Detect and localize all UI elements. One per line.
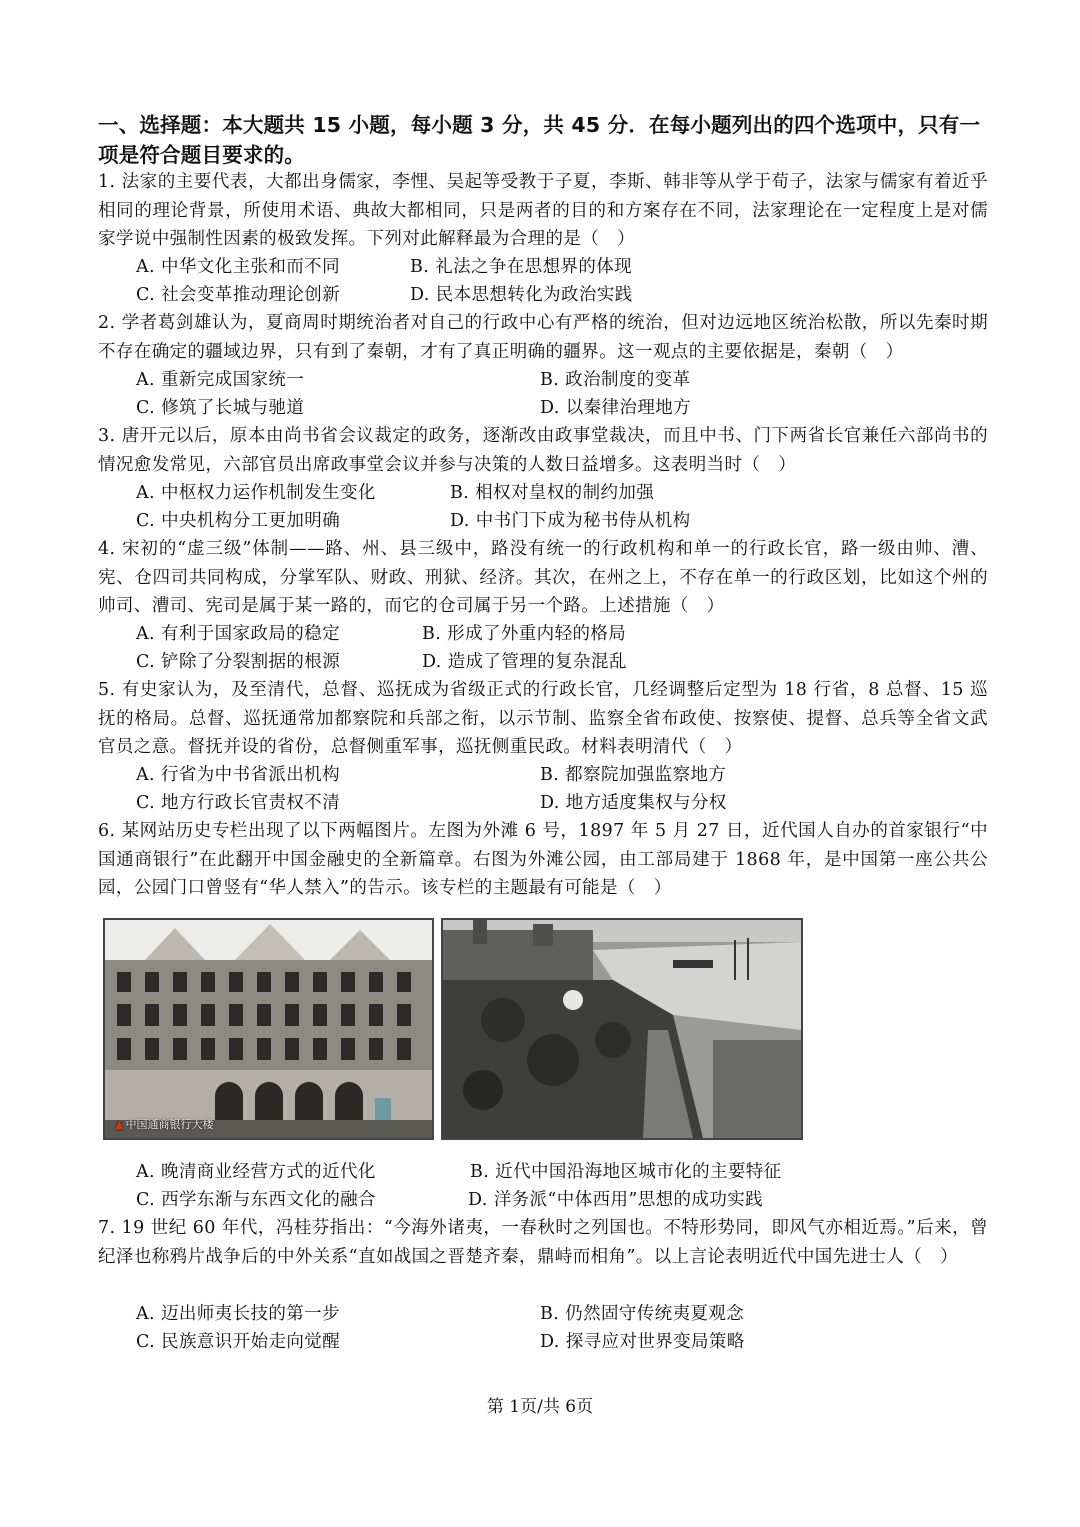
question-1-stem: 1. 法家的主要代表，大都出身儒家，李悝、吴起等受教于子夏，李斯、韩非等从学于荀子，法家与儒家有着近乎相同的理论背景，所使用术语、典故大都相同，只是两者的目的和方案存在不同，法家理论在一定程度上是对儒家学说中强制性因素的极致发挥。下列对此解释最为合理的是（ ）	[98, 172, 988, 249]
question-6-option-c[interactable]: C. 西学东渐与东西文化的融合	[136, 1190, 376, 1210]
question-6-stem: 6. 某网站历史专栏出现了以下两幅图片。左图为外滩 6 号，1897 年 5 月 27 日，近代国人自办的首家银行“中国通商银行”在此翻开中国金融史的全新篇章。右图为外滩公园，由工部局建于 1868 年，是中国第一座公共公园，公园门口曾竖有“华人禁入”的告示。该专栏的主题最有可能是（ ）	[98, 821, 988, 898]
section-heading: 一、选择题：本大题共 15 小题，每小题 3 分，共 45 分．在每小题列出的四个选项中，只有一项是符合题目要求的。	[98, 113, 981, 167]
question-6-option-a[interactable]: A. 晚清商业经营方式的近代化	[136, 1162, 376, 1182]
question-7-option-c[interactable]: C. 民族意识开始走向觉醒	[136, 1332, 341, 1352]
bank-building-illustration	[105, 920, 432, 1138]
bank-photo-caption: ▲ 中国通商银行大楼	[115, 1118, 214, 1131]
question-5-option-d[interactable]: D. 地方适度集权与分权	[540, 793, 727, 813]
question-3-option-b[interactable]: B. 相权对皇权的制约加强	[450, 483, 655, 503]
question-7-option-d[interactable]: D. 探寻应对世界变局策略	[540, 1332, 745, 1352]
question-2-option-b[interactable]: B. 政治制度的变革	[540, 370, 691, 390]
question-2-option-a[interactable]: A. 重新完成国家统一	[136, 370, 305, 390]
triangle-icon: ▲	[115, 1118, 124, 1131]
question-5-option-b[interactable]: B. 都察院加强监察地方	[540, 765, 727, 785]
question-1-option-d[interactable]: D. 民本思想转化为政治实践	[410, 285, 633, 305]
page-number-footer: 第 1页/共 6页	[486, 1397, 594, 1417]
question-1-option-c[interactable]: C. 社会变革推动理论创新	[136, 285, 341, 305]
question-5-stem: 5. 有史家认为，及至清代，总督、巡抚成为省级正式的行政长官，几经调整后定型为 18 行省，8 总督、15 巡抚的格局。总督、巡抚通常加都察院和兵部之衔，以示节制、监察全省布政使、按察使、提督、总兵等全省文武官员之意。督抚并设的省份，总督侧重军事，巡抚侧重民政。材料表明清代（ ）	[98, 680, 988, 757]
question-6-option-b[interactable]: B. 近代中国沿海地区城市化的主要特征	[470, 1162, 782, 1182]
question-1-option-b[interactable]: B. 礼法之争在思想界的体现	[410, 257, 633, 277]
question-3-option-a[interactable]: A. 中枢权力运作机制发生变化	[136, 483, 376, 503]
question-3-option-d[interactable]: D. 中书门下成为秘书侍从机构	[450, 511, 691, 531]
bund-park-photo	[441, 918, 803, 1140]
bank-building-photo	[103, 918, 434, 1140]
question-7-option-b[interactable]: B. 仍然固守传统夷夏观念	[540, 1304, 745, 1324]
question-3-option-c[interactable]: C. 中央机构分工更加明确	[136, 511, 341, 531]
question-4-option-a[interactable]: A. 有利于国家政局的稳定	[136, 624, 340, 644]
question-7-option-a[interactable]: A. 迈出师夷长技的第一步	[136, 1304, 340, 1324]
question-5-option-c[interactable]: C. 地方行政长官责权不清	[136, 793, 341, 813]
question-4-option-b[interactable]: B. 形成了外重内轻的格局	[422, 624, 627, 644]
question-5-option-a[interactable]: A. 行省为中书省派出机构	[136, 765, 340, 785]
question-3-stem: 3. 唐开元以后，原本由尚书省会议裁定的政务，逐渐改由政事堂裁决，而且中书、门下两省长官兼任六部尚书的情况愈发常见，六部官员出席政事堂会议并参与决策的人数日益增多。这表明当时（ ）	[98, 426, 988, 475]
bund-park-illustration	[443, 920, 801, 1138]
question-2-option-d[interactable]: D. 以秦律治理地方	[540, 398, 692, 418]
question-2-option-c[interactable]: C. 修筑了长城与驰道	[136, 398, 305, 418]
question-6-option-d[interactable]: D. 洋务派“中体西用”思想的成功实践	[468, 1190, 764, 1210]
question-4-stem: 4. 宋初的“虚三级”体制——路、州、县三级中，路没有统一的行政机构和单一的行政长官，路一级由帅、漕、宪、仓四司共同构成，分掌军队、财政、刑狱、经济。其次，在州之上，不存在单一的行政区划，比如这个州的帅司、漕司、宪司是属于某一路的，而它的仓司属于另一个路。上述措施（ ）	[98, 539, 988, 616]
question-4-option-d[interactable]: D. 造成了管理的复杂混乱	[422, 652, 627, 672]
question-4-option-c[interactable]: C. 铲除了分裂割据的根源	[136, 652, 341, 672]
question-1-option-a[interactable]: A. 中华文化主张和而不同	[136, 257, 340, 277]
question-7-stem: 7. 19 世纪 60 年代，冯桂芬指出：“今海外诸夷，一春秋时之列国也。不特形势同，即风气亦相近焉。”后来，曾纪泽也称鸦片战争后的中外关系“直如战国之晋楚齐秦，鼎峙而相角”。以上言论表明近代中国先进士人（ ）	[98, 1218, 988, 1267]
question-2-stem: 2. 学者葛剑雄认为，夏商周时期统治者对自己的行政中心有严格的统治，但对边远地区统治松散，所以先秦时期不存在确定的疆域边界，只有到了秦朝，才有了真正明确的疆界。这一观点的主要依据是，秦朝（ ）	[98, 313, 988, 362]
